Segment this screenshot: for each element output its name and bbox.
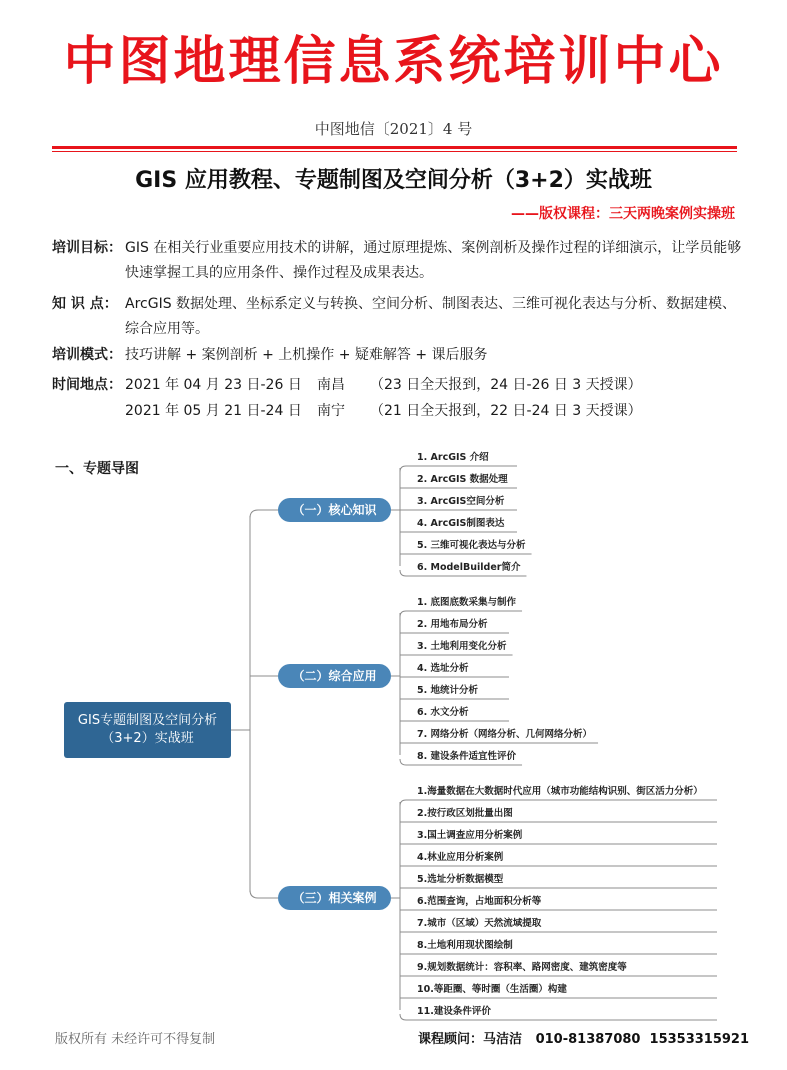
mindmap-leaf-label: 8.土地利用现状图绘制: [417, 940, 513, 951]
schedule-note: （23 日全天报到，24 日-26 日 3 天授课）: [370, 377, 642, 393]
document-number: 中图地信〔2021〕4 号: [314, 120, 473, 138]
mode-label: 培训模式：: [52, 347, 122, 363]
mindmap-leaf-label: 3. 土地利用变化分析: [417, 641, 507, 652]
course-subtitle: ——版权课程：三天两晚案例实操班: [511, 206, 735, 222]
course-title: GIS 应用教程、专题制图及空间分析（3+2）实战班: [135, 168, 652, 193]
mindmap-leaf-label: 3. ArcGIS空间分析: [417, 496, 505, 507]
mindmap-root-node: [64, 702, 231, 758]
contact-info: 课程顾问：马洁洁 010-81387080 15353315921: [418, 1032, 750, 1047]
mindmap-leaf-label: 2. 用地布局分析: [417, 619, 488, 630]
mindmap-leaf-label: 4. ArcGIS制图表达: [417, 518, 505, 529]
mindmap-leaf-label: 3.国土调查应用分析案例: [417, 830, 523, 841]
mindmap-leaf-label: 9.规划数据统计：容积率、路网密度、建筑密度等: [417, 962, 627, 973]
root-label-line2: （3+2）实战班: [101, 731, 194, 746]
mindmap-leaf-label: 7. 网络分析（网络分析、几何网络分析）: [417, 729, 593, 740]
mindmap-category-node: （三）相关案例: [278, 886, 391, 910]
mindmap-leaf-label: 5. 地统计分析: [417, 685, 479, 696]
mindmap-connector: [400, 611, 522, 617]
section-heading: 一、专题导图: [55, 461, 139, 477]
copyright-notice: 版权所有 未经许可不得复制: [55, 1032, 216, 1047]
root-label-line1: GIS专题制图及空间分析: [77, 713, 218, 728]
mindmap-leaf-label: 1. ArcGIS 介绍: [417, 452, 489, 463]
mindmap-leaf-label: 6. 水文分析: [417, 707, 469, 718]
knowledge-label: 知 识 点：: [52, 296, 118, 312]
schedule-city: 南昌: [317, 377, 345, 393]
mindmap-leaf-label: 6.范围查询，占地面积分析等: [417, 896, 542, 907]
mindmap-leaf-label: 1.海量数据在大数据时代应用（城市功能结构识别、街区活力分析）: [417, 786, 703, 797]
mindmap-connector: [400, 466, 517, 472]
mindmap-leaf-label: 4.林业应用分析案例: [417, 852, 504, 863]
mindmap-leaf-label: 7.城市（区域）天然流域提取: [417, 918, 542, 929]
mindmap-leaf-label: 11.建设条件评价: [417, 1006, 491, 1017]
mindmap-leaf-label: 2. ArcGIS 数据处理: [417, 474, 508, 485]
organization-title: 中图地理信息系统培训中心: [63, 31, 724, 92]
mindmap-leaf-label: 4. 选址分析: [417, 663, 469, 674]
mindmap-leaf-label: 1. 底图底数采集与制作: [417, 597, 517, 608]
schedule-date: 2021 年 04 月 23 日-26 日: [125, 377, 302, 393]
mindmap-category-node: （二）综合应用: [278, 664, 391, 688]
mindmap-connector: [400, 800, 717, 806]
mindmap-leaf-label: 10.等距圈、等时圈（生活圈）构建: [417, 984, 567, 995]
goal-label: 培训目标：: [52, 240, 122, 256]
mindmap-leaf-label: 8. 建设条件适宜性评价: [417, 751, 517, 762]
mindmap-leaf-label: 2.按行政区划批量出图: [417, 808, 513, 819]
mindmap-category-node: （一）核心知识: [278, 498, 391, 522]
mindmap-leaf-label: 6. ModelBuilder简介: [417, 562, 521, 573]
mindmap-connector: [250, 890, 258, 898]
mindmap-connector: [250, 510, 258, 518]
knowledge-text: ArcGIS 数据处理、坐标系定义与转换、空间分析、制图表达、三维可视化表达与分析、数据建模、综合应用等。: [125, 296, 737, 337]
goal-text: GIS 在相关行业重要应用技术的讲解，通过原理提炼、案例剖析及操作过程的详细演示，让学员能够快速掌握工具的应用条件、操作过程及成果表达。: [125, 240, 742, 281]
schedule-city: 南宁: [317, 403, 345, 419]
schedule-date: 2021 年 05 月 21 日-24 日: [125, 403, 302, 419]
schedule-note: （21 日全天报到，22 日-24 日 3 天授课）: [370, 403, 642, 419]
time-label: 时间地点：: [52, 377, 122, 393]
mindmap-leaf-label: 5.选址分析数据模型: [417, 874, 504, 885]
mode-text: 技巧讲解 + 案例剖析 + 上机操作 + 疑难解答 + 课后服务: [125, 347, 488, 363]
mindmap-leaf-label: 5. 三维可视化表达与分析: [417, 540, 526, 551]
